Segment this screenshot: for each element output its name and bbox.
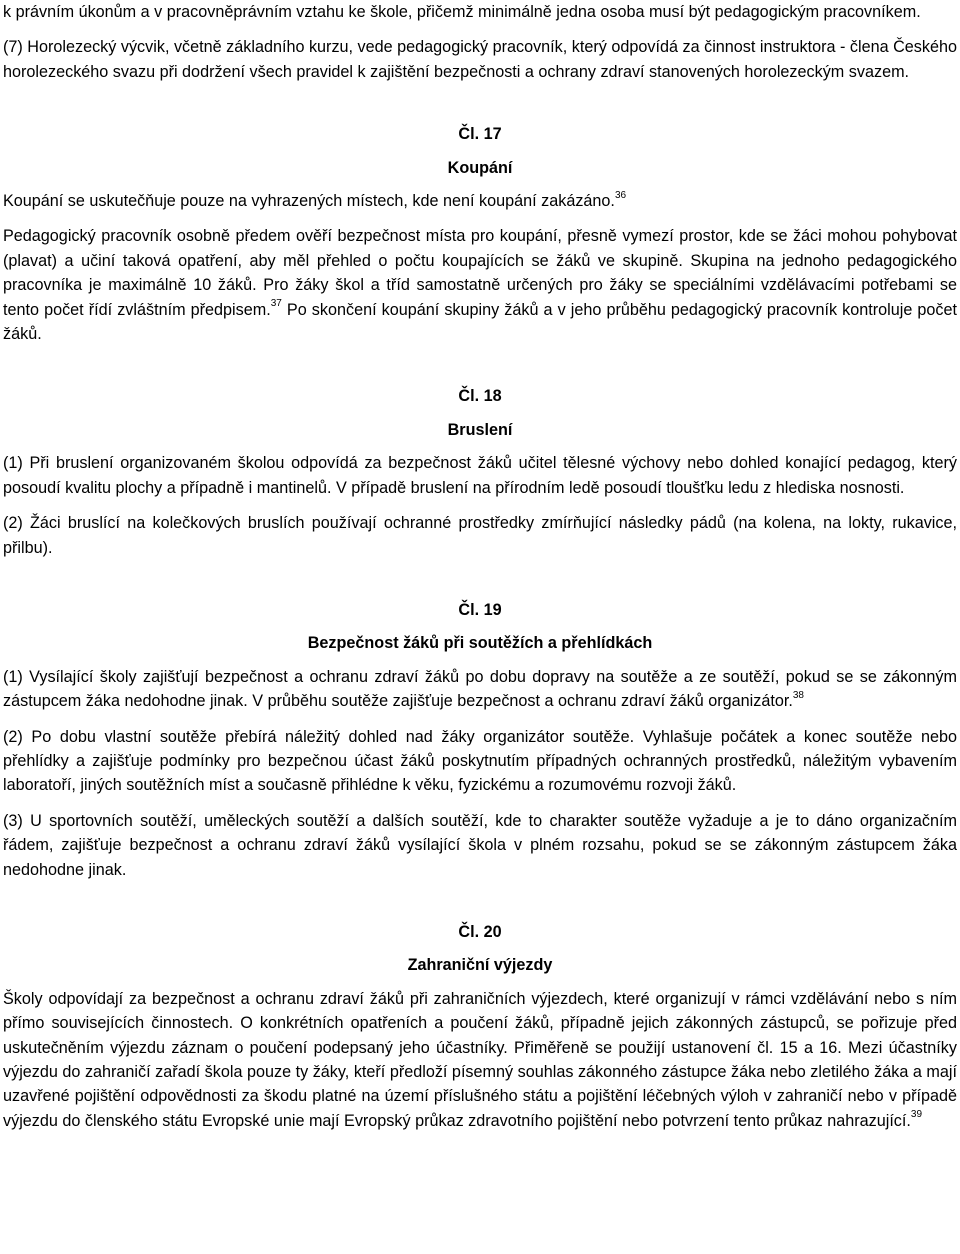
document-page bbox=[3, 0, 957, 1133]
paragraph-text: Pedagogický pracovník osobně předem ověří bezpečnost místa pro koupání, přesně vymezí prostor, kde se žáci mohou pohybovat (plavat) a učiní taková opatření, aby měl přehled o počtu koupajících se žáků ve skupině. Skupina na jednoho pedagogického pracovníka je maximálně 10 žáků. Pro žáky škol a tříd samostatně určených pro žáky se speciálními vzdělávacími potřebami se tento počet řídí zvláštním předpisem. bbox=[3, 227, 957, 319]
paragraph-7: (7) Horolezecký výcvik, včetně základního kurzu, vede pedagogický pracovník, který odpovídá za činnost instruktora - člena Českého horolezeckého svazu při dodržení všech pravidel k zajištění bezpečnosti a ochrany zdraví stanovených horolezeckým svazem. bbox=[3, 38, 957, 81]
article-20 bbox=[3, 920, 957, 1133]
article-title: Zahraniční výjezdy bbox=[407, 956, 553, 975]
paragraph: (2) Po dobu vlastní soutěže přebírá náležitý dohled nad žáky organizátor soutěže. Vyhlašuje počátek a konec soutěže nebo přehlídky a zajišťuje podmínky pro bezpečnou účast žáků poskytnutím případných ochranných prostředků, náležitým vybavením laboratoří, jiných soutěžních míst a současně přihlédne k věku, fyzickému a rozumovému rozvoji žáků. bbox=[3, 727, 957, 795]
article-title: Bruslení bbox=[447, 420, 513, 439]
paragraph bbox=[3, 987, 957, 1133]
paragraph bbox=[3, 189, 957, 213]
footnote-ref: 36 bbox=[614, 189, 627, 201]
article-title: Koupání bbox=[447, 158, 513, 177]
article-number: Čl. 19 bbox=[458, 600, 502, 619]
article-18 bbox=[3, 384, 957, 559]
paragraph-text: Školy odpovídají za bezpečnost a ochranu zdraví žáků při zahraničních výjezdech, které organizují v rámci vzdělávání nebo s ním přímo souvisejících činnostech. O konkrétních opatřeních a poučení žáků, případně jejich zákonných zástupců, se pořizuje před uskutečněním výjezdu záznam o poučení podepsaný jeho účastníky. Přiměřeně se použijí ustanovení čl. 15 a 16. Mezi účastníky výjezdu do zahraničí zařadí škola pouze ty žáky, kteří předloží písemný souhlas zákonného zástupce žáka nebo zletilého žáka a mají uzavřené pojištění odpovědnosti za škodu platné na území příslušného státu a pojištění léčebných výloh v zahraničí nebo v případě výjezdu do členského státu Evropské unie mají Evropský průkaz zdravotního pojištění nebo potvrzení tento průkaz nahrazující. bbox=[3, 989, 957, 1130]
paragraph-text: Koupání se uskutečňuje pouze na vyhrazených místech, kde není koupání zakázáno. bbox=[3, 192, 615, 211]
article-17 bbox=[3, 122, 957, 346]
article-title: Bezpečnost žáků při soutěžích a přehlídkách bbox=[307, 634, 653, 653]
footnote-ref: 37 bbox=[270, 298, 282, 310]
article-19 bbox=[3, 598, 957, 882]
paragraph-text: (1) Vysílající školy zajišťují bezpečnost a ochranu zdraví žáků po dobu dopravy na soutěže a ze soutěží, pokud se se zákonným zástupcem žáka nedohodne jinak. V průběhu soutěže zajišťuje bezpečnost a ochranu zdraví žáků organizátor. bbox=[3, 667, 957, 711]
paragraph: (1) Při bruslení organizovaném školou odpovídá za bezpečnost žáků učitel tělesné výchovy nebo dohled konající pedagog, který posoudí kvalitu plochy a případně i mantinelů. V případě bruslení na přírodním ledě posoudí tloušťku ledu z hlediska nosnosti. bbox=[3, 454, 957, 497]
paragraph: (3) U sportovních soutěží, uměleckých soutěží a dalších soutěží, kde to charakter soutěže vyžaduje a je to dáno organizačním řádem, zajišťuje bezpečnost a ochranu zdraví žáků vysílající škola v plném rozsahu, pokud se se zákonným zástupcem žáka nedohodne jinak. bbox=[3, 811, 957, 879]
footnote-ref: 38 bbox=[792, 689, 804, 701]
article-number: Čl. 17 bbox=[458, 125, 502, 144]
article-number: Čl. 20 bbox=[458, 922, 502, 941]
footnote-ref: 39 bbox=[910, 1109, 923, 1121]
paragraph bbox=[3, 665, 957, 714]
paragraph-continuation: k právním úkonům a v pracovněprávním vztahu ke škole, přičemž minimálně jedna osoba musí být pedagogickým pracovníkem. bbox=[3, 3, 921, 21]
paragraph bbox=[3, 224, 957, 346]
paragraph: (2) Žáci bruslící na kolečkových bruslích používají ochranné prostředky zmírňující následky pádů (na kolena, na lokty, rukavice, přilbu). bbox=[3, 514, 957, 557]
paragraph-text: Po skončení koupání skupiny žáků a v jeho průběhu pedagogický pracovník kontroluje počet žáků. bbox=[3, 300, 957, 344]
article-number: Čl. 18 bbox=[458, 387, 502, 406]
